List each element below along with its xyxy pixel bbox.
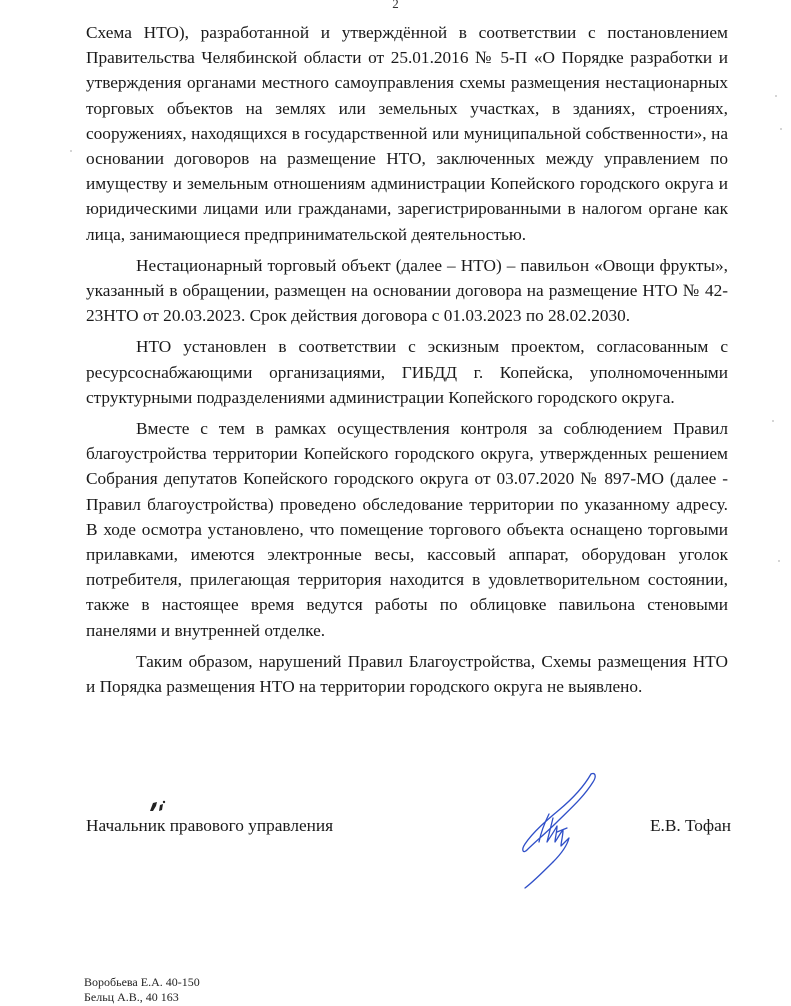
page-number: 2	[392, 0, 399, 11]
signer-name: Е.В. Тофан	[649, 816, 731, 835]
document-body	[86, 20, 728, 699]
scan-speck	[70, 150, 72, 152]
scan-mark-icon	[148, 799, 168, 813]
paragraph-4: Вместе с тем в рамках осуществления контроля за соблюдением Правил благоустройства территории Копейского городского округа, утвержденных решением Собрания депутатов Копейского городского округа от 03.07.2020 № 897-МО (далее - Правил благоустройства) проведено обследование территории по указанному адресу. В ходе осмотра установлено, что помещение торгового объекта оснащено торговыми прилавками, имеются электронные весы, кассовый аппарат, оборудован уголок потребителя, прилегающая территория находится в удовлетворительном состоянии, также в настоящее время ведутся работы по облицовке павильона стеновыми панелями и внутренней отделке.	[86, 419, 728, 640]
paragraph-2: Нестационарный торговый объект (далее – НТО) – павильон «Овощи фрукты», указанный в обращении, размещен на основании договора на размещение НТО № 42-23НТО от 20.03.2023. Срок действия договора с 01.03.2023 по 28.02.2030.	[86, 255, 728, 326]
scan-speck	[772, 420, 774, 422]
executors-list	[84, 975, 200, 1005]
handwritten-signature-icon	[491, 770, 621, 890]
executor-line: Бельц А.В., 40 163	[84, 990, 179, 1004]
paragraph-5: Таким образом, нарушений Правил Благоустройства, Схемы размещения НТО и Порядка размещения НТО на территории городского округа не выявлено.	[86, 651, 728, 697]
paragraph-3: НТО установлен в соответствии с эскизным проектом, согласованным с ресурсоснабжающими организациями, ГИБДД г. Копейска, уполномоченными структурными подразделениями администрации Копейского городского округа.	[86, 337, 728, 407]
scan-speck	[778, 560, 780, 562]
signer-position: Начальник правового управления	[86, 816, 334, 835]
scan-speck	[780, 128, 782, 130]
scan-speck	[775, 95, 777, 97]
paragraph-1: Схема НТО), разработанной и утверждённой в соответствии с постановлением Правительства Челябинской области от 25.01.2016 № 5-П «О Порядке разработки и утверждения органами местного самоуправления схемы размещения нестационарных торговых объектов на землях или земельных участках, в зданиях, строениях, сооружениях, находящихся в государственной или муниципальной собственности», на основании договоров на размещение НТО, заключенных между управлением по имуществу и земельным отношениям администрации Копейского городского округа и юридическими лицами или гражданами, зарегистрированными в налогом органе как лица, занимающиеся предпринимательской деятельностью.	[86, 23, 728, 244]
signature-block	[86, 806, 731, 896]
executor-line: Воробьева Е.А. 40-150	[84, 975, 200, 989]
